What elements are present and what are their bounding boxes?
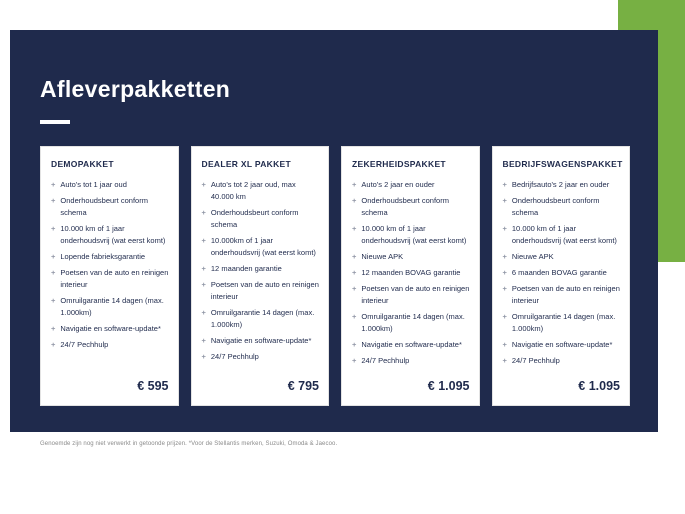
package-feature <box>202 235 320 259</box>
feature-text: Omruilgarantie 14 dagen (max. 1.000km) <box>60 295 164 317</box>
package-price: € 1.095 <box>578 378 620 393</box>
feature-text: 24/7 Pechhulp <box>511 355 560 365</box>
plus-icon: + <box>502 339 507 349</box>
package-feature <box>503 223 621 247</box>
feature-text: Auto's 2 jaar en ouder <box>361 179 435 189</box>
plus-icon: + <box>502 283 507 293</box>
feature-text: Bedrijfsauto's 2 jaar en ouder <box>511 179 610 189</box>
feature-text: Onderhoudsbeurt conform schema <box>511 195 600 217</box>
feature-text: Poetsen van de auto en reinigen interieur <box>511 283 620 305</box>
feature-text: Omruilgarantie 14 dagen (max. 1.000km) <box>361 311 465 333</box>
plus-icon: + <box>201 179 206 189</box>
package-cards <box>40 146 630 406</box>
package-feature <box>503 267 621 279</box>
title-underline <box>40 120 70 124</box>
feature-text: Navigatie en software-update* <box>60 323 161 333</box>
package-price: € 595 <box>137 378 169 393</box>
plus-icon: + <box>51 251 56 261</box>
plus-icon: + <box>51 323 56 333</box>
feature-text: Poetsen van de auto en reinigen interieur <box>361 283 470 305</box>
package-feature <box>503 251 621 263</box>
plus-icon: + <box>502 195 507 205</box>
plus-icon: + <box>51 267 56 277</box>
plus-icon: + <box>51 179 56 189</box>
feature-text: Lopende fabrieksgarantie <box>60 251 146 261</box>
feature-text: Auto's tot 1 jaar oud <box>60 179 127 189</box>
plus-icon: + <box>352 223 357 233</box>
plus-icon: + <box>201 307 206 317</box>
package-card <box>341 146 480 406</box>
package-card <box>191 146 330 406</box>
package-feature <box>51 339 169 351</box>
feature-text: 10.000 km of 1 jaar onderhoudsvrij (wat eerst komt) <box>60 223 166 245</box>
feature-text: Poetsen van de auto en reinigen interieur <box>60 267 169 289</box>
package-title: BEDRIJFSWAGENSPAKKET <box>502 158 623 169</box>
package-feature <box>352 339 470 351</box>
package-feature <box>352 179 470 191</box>
plus-icon: + <box>502 251 507 261</box>
feature-text: Nieuwe APK <box>361 251 404 261</box>
plus-icon: + <box>51 339 56 349</box>
package-feature <box>202 207 320 231</box>
plus-icon: + <box>201 335 206 345</box>
feature-text: Omruilgarantie 14 dagen (max. 1.000km) <box>511 311 616 333</box>
plus-icon: + <box>201 263 206 273</box>
plus-icon: + <box>352 311 357 321</box>
package-feature <box>352 355 470 367</box>
package-title: DEMOPAKKET <box>51 158 114 169</box>
package-feature <box>202 307 320 331</box>
feature-text: Navigatie en software-update* <box>511 339 613 349</box>
feature-text: Poetsen van de auto en reinigen interieur <box>210 279 319 301</box>
package-feature <box>352 195 470 219</box>
package-feature <box>51 251 169 263</box>
feature-text: Navigatie en software-update* <box>210 335 312 345</box>
package-feature <box>202 351 320 363</box>
footnote: Genoemde zijn nog niet verwerkt in getoonde prijzen. *Voor de Stellantis merken, Suzuki, Omoda & Jaecoo. <box>40 441 338 447</box>
package-title: DEALER XL PAKKET <box>201 158 291 169</box>
plus-icon: + <box>201 279 206 289</box>
feature-text: Nieuwe APK <box>511 251 554 261</box>
feature-text: 24/7 Pechhulp <box>210 351 259 361</box>
package-feature <box>51 223 169 247</box>
plus-icon: + <box>502 223 507 233</box>
feature-text: 6 maanden BOVAG garantie <box>511 267 607 277</box>
plus-icon: + <box>502 179 507 189</box>
plus-icon: + <box>51 295 56 305</box>
plus-icon: + <box>51 195 56 205</box>
plus-icon: + <box>51 223 56 233</box>
package-features <box>202 179 320 367</box>
packages-panel <box>10 30 658 432</box>
package-feature <box>202 179 320 203</box>
package-features <box>51 179 169 355</box>
plus-icon: + <box>502 355 507 365</box>
package-feature <box>51 323 169 335</box>
plus-icon: + <box>502 311 507 321</box>
plus-icon: + <box>352 283 357 293</box>
package-feature <box>352 251 470 263</box>
plus-icon: + <box>201 235 206 245</box>
feature-text: Navigatie en software-update* <box>361 339 462 349</box>
feature-text: Onderhoudsbeurt conform schema <box>361 195 449 217</box>
package-feature <box>503 179 621 191</box>
feature-text: 12 maanden garantie <box>210 263 282 273</box>
package-feature <box>503 355 621 367</box>
package-title: ZEKERHEIDSPAKKET <box>352 158 446 169</box>
feature-text: 10.000 km of 1 jaar onderhoudsvrij (wat eerst komt) <box>511 223 617 245</box>
package-feature <box>202 263 320 275</box>
feature-text: 24/7 Pechhulp <box>361 355 410 365</box>
package-feature <box>51 195 169 219</box>
plus-icon: + <box>201 351 206 361</box>
package-feature <box>202 279 320 303</box>
package-features <box>352 179 470 371</box>
feature-text: Omruilgarantie 14 dagen (max. 1.000km) <box>210 307 315 329</box>
package-feature <box>352 223 470 247</box>
plus-icon: + <box>352 339 357 349</box>
feature-text: 10.000 km of 1 jaar onderhoudsvrij (wat eerst komt) <box>361 223 467 245</box>
plus-icon: + <box>201 207 206 217</box>
package-feature <box>51 295 169 319</box>
plus-icon: + <box>352 195 357 205</box>
feature-text: Onderhoudsbeurt conform schema <box>210 207 299 229</box>
package-feature <box>352 283 470 307</box>
package-feature <box>503 339 621 351</box>
package-feature <box>503 195 621 219</box>
package-price: € 795 <box>287 378 319 393</box>
feature-text: 10.000km of 1 jaar onderhoudsvrij (wat eerst komt) <box>210 235 316 257</box>
package-feature <box>503 311 621 335</box>
package-feature <box>352 267 470 279</box>
feature-text: Onderhoudsbeurt conform schema <box>60 195 148 217</box>
package-features <box>503 179 621 371</box>
package-card <box>40 146 179 406</box>
plus-icon: + <box>502 267 507 277</box>
package-feature <box>503 283 621 307</box>
feature-text: Auto's tot 2 jaar oud, max 40.000 km <box>210 179 296 201</box>
plus-icon: + <box>352 179 357 189</box>
package-price: € 1.095 <box>427 378 470 393</box>
package-card <box>492 146 631 406</box>
page-title: Afleverpakketten <box>40 76 231 102</box>
feature-text: 24/7 Pechhulp <box>60 339 109 349</box>
feature-text: 12 maanden BOVAG garantie <box>361 267 461 277</box>
plus-icon: + <box>352 267 357 277</box>
package-feature <box>352 311 470 335</box>
package-feature <box>202 335 320 347</box>
plus-icon: + <box>352 251 357 261</box>
package-feature <box>51 179 169 191</box>
package-feature <box>51 267 169 291</box>
plus-icon: + <box>352 355 357 365</box>
